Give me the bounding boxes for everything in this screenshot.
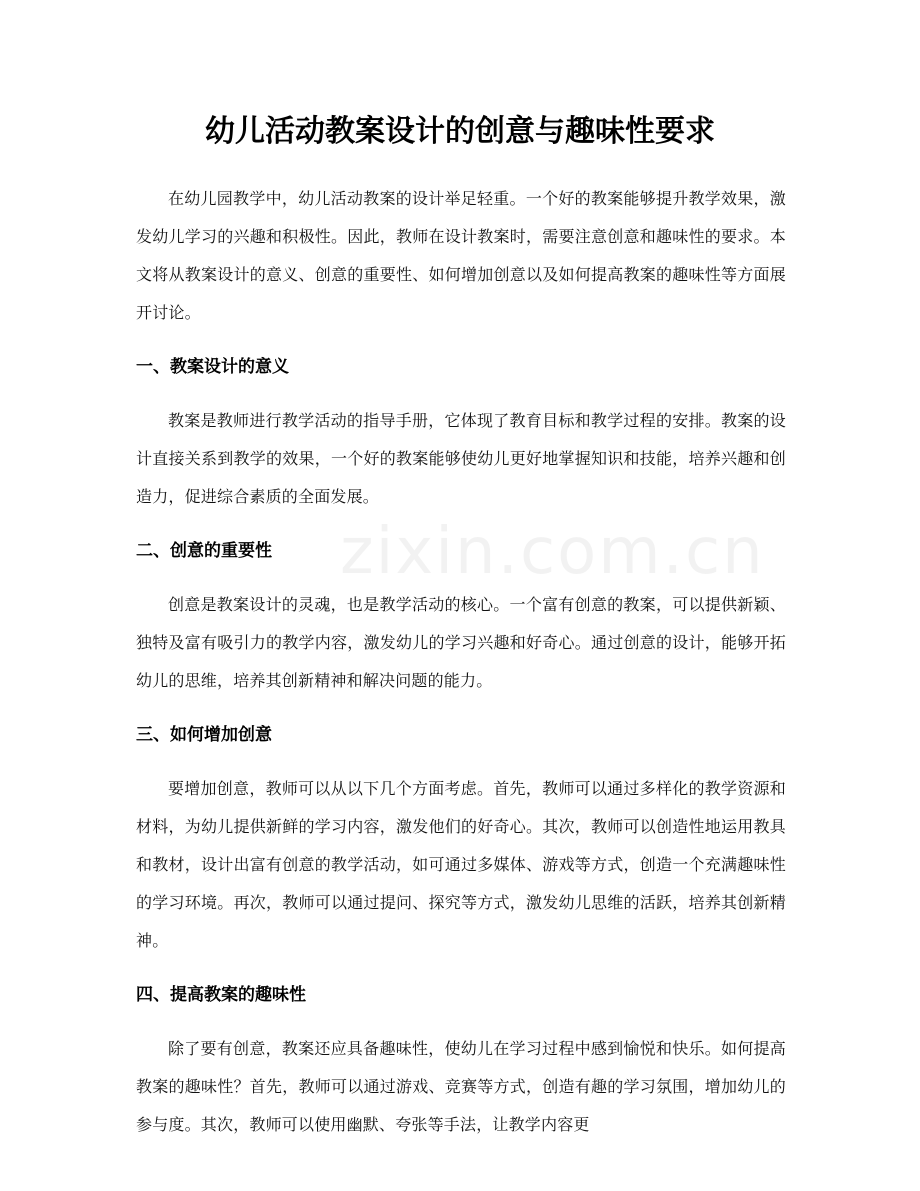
document-body [136,180,786,1162]
section-body-4: 除了要有创意，教案还应具备趣味性，使幼儿在学习过程中感到愉悦和快乐。如何提高教案的趣味性？首先，教师可以通过游戏、竞赛等方式，创造有趣的学习氛围，增加幼儿的参与度。其次，教师可以使用幽默、夸张等手法，让教学内容更 [136,1039,786,1134]
section-heading-3: 三、如何增加创意 [136,725,272,745]
document-title: 幼儿活动教案设计的创意与趣味性要求 [205,114,715,149]
section-heading-2: 二、创意的重要性 [136,541,272,561]
intro-paragraph: 在幼儿园教学中，幼儿活动教案的设计举足轻重。一个好的教案能够提升教学效果，激发幼儿学习的兴趣和积极性。因此，教师在设计教案时，需要注意创意和趣味性的要求。本文将从教案设计的意义、创意的重要性、如何增加创意以及如何提高教案的趣味性等方面展开讨论。 [136,189,786,322]
section-heading-4: 四、提高教案的趣味性 [136,985,306,1005]
section-body-3: 要增加创意，教师可以从以下几个方面考虑。首先，教师可以通过多样化的教学资源和材料，为幼儿提供新鲜的学习内容，激发他们的好奇心。其次，教师可以创造性地运用教具和教材，设计出富有创意的教学活动，如可通过多媒体、游戏等方式，创造一个充满趣味性的学习环境。再次，教师可以通过提问、探究等方式，激发幼儿思维的活跃，培养其创新精神。 [136,779,786,950]
section-body-2: 创意是教案设计的灵魂，也是教学活动的核心。一个富有创意的教案，可以提供新颖、独特及富有吸引力的教学内容，激发幼儿的学习兴趣和好奇心。通过创意的设计，能够开拓幼儿的思维，培养其创新精神和解决问题的能力。 [136,595,786,690]
watermark: zixin.com.cn [340,515,765,589]
section-body-1: 教案是教师进行教学活动的指导手册，它体现了教育目标和教学过程的安排。教案的设计直接关系到教学的效果，一个好的教案能够使幼儿更好地掌握知识和技能，培养兴趣和创造力，促进综合素质的全面发展。 [136,411,786,506]
section-heading-1: 一、教案设计的意义 [136,357,289,377]
